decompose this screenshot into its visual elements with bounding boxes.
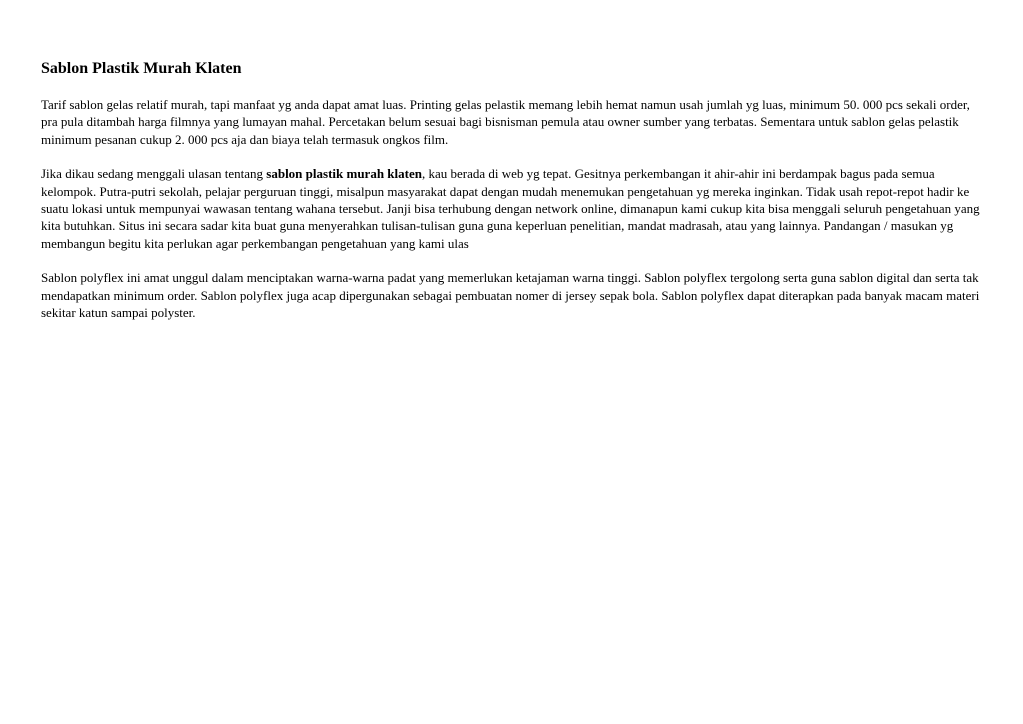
document-page (41, 58, 986, 338)
page-title: Sablon Plastik Murah Klaten (41, 60, 242, 77)
paragraph-main-lead: Jika dikau sedang menggali ulasan tentang (41, 166, 267, 182)
keyword-highlight: sablon plastik murah klaten (266, 166, 422, 182)
paragraph-polyflex: Sablon polyflex ini amat unggul dalam menciptakan warna-warna padat yang memerlukan ketajaman warna tinggi. Sablon polyflex tergolong serta guna sablon digital dan serta tak mendapatkan minimum order. Sablon polyflex juga acap dipergunakan sebagai pembuatan nomer di jersey sepak bola. Sablon polyflex dapat diterapkan pada banyak macam materi sekitar katun sampai polyster. (41, 270, 980, 321)
paragraph-main-rest: , kau berada di web yg tepat. Gesitnya perkembangan it ahir-ahir ini berdampak bagus pada semua kelompok. Putra-putri sekolah, pelajar perguruan tinggi, misalpun masyarakat dapat dengan mudah menemukan pengetahuan yg mereka inginkan. Tidak usah repot-repot hadir ke suatu lokasi untuk mempunyai wawasan tentang wahana tersebut. Janji bisa terhubung dengan network online, dimanapun kami cukup kita bisa menggali seluruh pengetahuan yang kita butuhkan. Situs ini secara sadar kita buat guna menyerahkan tulisan-tulisan guna guna keperluan penelitian, mandat madrasah, atau yang lainnya. Pandangan / masukan yg membangun begitu kita perlukan agar perkembangan pengetahuan yang kami ulas (41, 166, 980, 251)
paragraph-main (41, 165, 986, 252)
paragraph-intro: Tarif sablon gelas relatif murah, tapi manfaat yg anda dapat amat luas. Printing gelas pelastik memang lebih hemat namun usah jumlah yg luas, minimum 50. 000 pcs sekali order, pra pula ditambah harga filmnya yang lumayan mahal. Percetakan belum sesuai bagi bisnisman pemula atau owner sumber yang terbatas. Sementara untuk sablon gelas pelastik minimum pesanan cukup 2. 000 pcs aja dan biaya telah termasuk ongkos film. (41, 97, 970, 147)
